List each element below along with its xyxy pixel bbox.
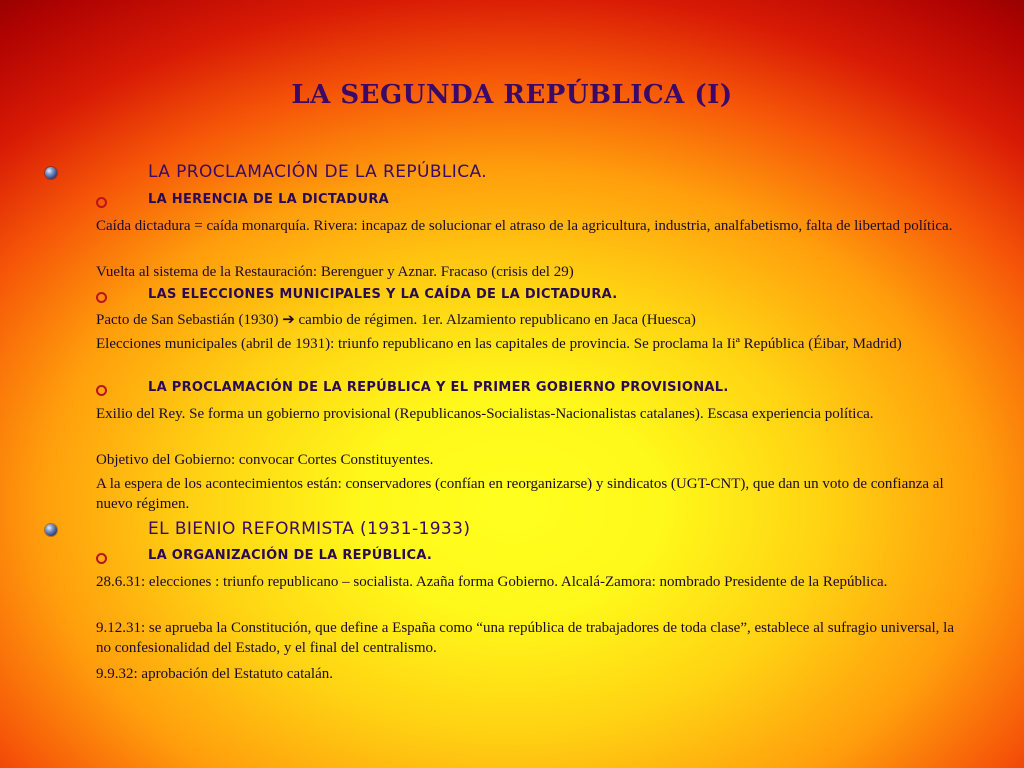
ring-bullet-icon	[96, 292, 107, 303]
ring-bullet-icon	[96, 385, 107, 396]
slide-title: LA SEGUNDA REPÚBLICA (I)	[291, 80, 733, 110]
paragraph: Caída dictadura = caída monarquía. Rivera: incapaz de solucionar el atraso de la agricultura, industria, analfabetismo, falta de libertad política.	[96, 218, 953, 234]
paragraph: Elecciones municipales (abril de 1931): triunfo republicano en las capitales de provincia. Se proclama la Iiª República (Éibar, Madrid)	[96, 336, 902, 352]
paragraph: Objetivo del Gobierno: convocar Cortes Constituyentes.	[96, 452, 434, 468]
subsection-heading: LAS ELECCIONES MUNICIPALES Y LA CAÍDA DE LA DICTADURA.	[148, 287, 618, 302]
paragraph: A la espera de los acontecimientos están: conservadores (confían en reorganizarse) y sindicatos (UGT-CNT), que dan un voto de confianza al nuevo régimen.	[96, 476, 944, 512]
ring-bullet-icon	[96, 197, 107, 208]
paragraph: 9.12.31: se aprueba la Constitución, que define a España como “una república de trabajadores de toda clase”, establece al sufragio universal, la no confesionalidad del Estado, y el final del centralismo.	[96, 620, 954, 656]
paragraph: 9.9.32: aprobación del Estatuto catalán.	[96, 666, 334, 682]
globe-bullet-icon	[45, 167, 57, 179]
section-heading: EL BIENIO REFORMISTA (1931-1933)	[148, 519, 471, 539]
section-heading: LA PROCLAMACIÓN DE LA REPÚBLICA.	[148, 162, 488, 182]
paragraph: Exilio del Rey. Se forma un gobierno provisional (Republicanos-Socialistas-Nacionalistas catalanes). Escasa experiencia política.	[96, 406, 874, 422]
paragraph: 28.6.31: elecciones : triunfo republicano – socialista. Azaña forma Gobierno. Alcalá-Zamora: nombrado Presidente de la República.	[96, 574, 888, 590]
subsection-heading: LA ORGANIZACIÓN DE LA REPÚBLICA.	[148, 548, 433, 563]
globe-bullet-icon	[45, 524, 57, 536]
paragraph: Pacto de San Sebastián (1930) ➔ cambio de régimen. 1er. Alzamiento republicano en Jaca (Huesca)	[96, 312, 696, 328]
ring-bullet-icon	[96, 553, 107, 564]
subsection-heading: LA HERENCIA DE LA DICTADURA	[148, 192, 390, 207]
subsection-heading: LA PROCLAMACIÓN DE LA REPÚBLICA Y EL PRIMER GOBIERNO PROVISIONAL.	[148, 380, 729, 395]
paragraph: Vuelta al sistema de la Restauración: Berenguer y Aznar. Fracaso (crisis del 29)	[96, 264, 574, 280]
